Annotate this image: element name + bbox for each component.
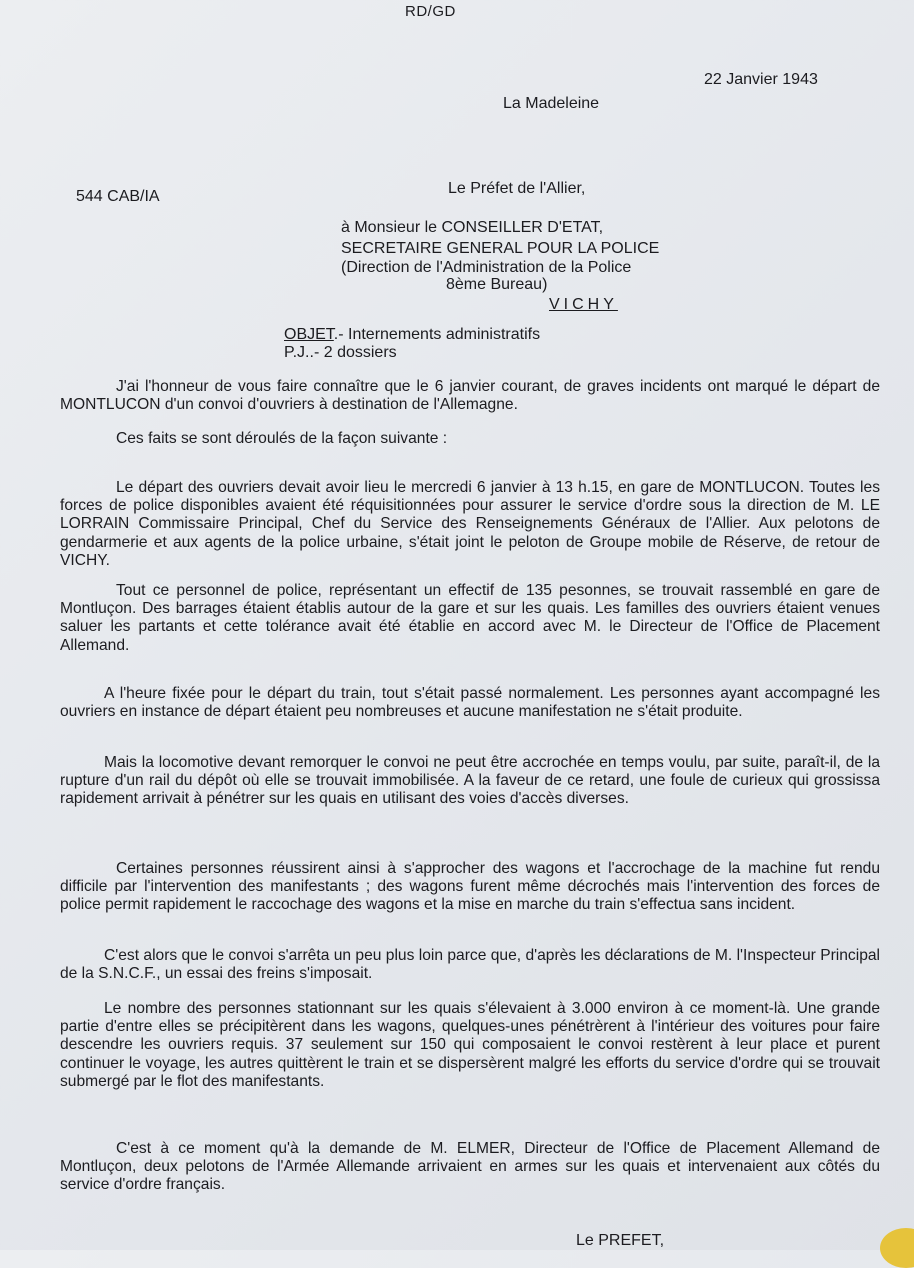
body-paragraph-4: Tout ce personnel de police, représentant un effectif de 135 pesonnes, se trouvait rassemblé en gare de Montluçon. Des barrages étaient établis autour de la gare et sur les quais. Les familles des ouvriers étaient venues saluer les partants et cette tolérance avait été établie en accord avec M. le Directeur de l'Office de Placement Allemand.	[60, 582, 880, 654]
subject-label: OBJET	[284, 326, 334, 343]
body-paragraph-9: Le nombre des personnes stationnant sur les quais s'élevaient à 3.000 environ à ce moment-là. Une grande partie d'entre elles se précipitèrent dans les wagons, quelques-unes pénétrèrent à l'intérieur des voitures pour faire descendre les ouvriers requis. 37 seulement sur 150 qui composaient le convoi restèrent à leur place et purent continuer le voyage, les autres quittèrent le train et se dispersèrent malgré les efforts du service d'ordre qui se trouvait submergé par le flot des manifestants.	[60, 1000, 880, 1090]
body-paragraph-10: C'est à ce moment qu'à la demande de M. ELMER, Directeur de l'Office de Placement Allemand de Montluçon, deux pelotons de l'Armée Allemande arrivaient en armes sur les quais et intervenaient aux côtés du service d'ordre français.	[60, 1140, 880, 1194]
body-paragraph-6: Mais la locomotive devant remorquer le convoi ne peut être accrochée en temps voulu, par suite, paraît-il, de la rupture d'un rail du dépôt où elle se trouvait immobilisée. A la faveur de ce retard, une foule de curieux qui grossissa rapidement arrivait à pénétrer sur les quais en utilisant des voies d'accès diverses.	[60, 754, 880, 808]
signature-line: Le PREFET,	[576, 1232, 665, 1249]
corner-sticker	[880, 1228, 914, 1268]
letter-date: 22 Janvier 1943	[704, 71, 818, 88]
recipient-line-1: à Monsieur le CONSEILLER D'ETAT,	[341, 219, 604, 236]
subject-line	[284, 325, 540, 344]
attachments-line: P.J..- 2 dossiers	[284, 344, 397, 361]
recipient-line-2: SECRETAIRE GENERAL POUR LA POLICE	[341, 240, 660, 257]
body-paragraph-8: C'est alors que le convoi s'arrêta un peu plus loin parce que, d'après les déclarations de M. l'Inspecteur Principal de la S.N.C.F., un essai des freins s'imposait.	[60, 947, 880, 983]
recipient-city: VICHY	[549, 296, 618, 313]
sender-line: Le Préfet de l'Allier,	[448, 180, 586, 197]
body-paragraph-2: Ces faits se sont déroulés de la façon suivante :	[116, 430, 448, 447]
recipient-line-4: 8ème Bureau)	[446, 276, 548, 293]
recipient-line-3: (Direction de l'Administration de la Police	[341, 259, 632, 276]
subject-text: .- Internements administratifs	[333, 326, 541, 343]
body-paragraph-7: Certaines personnes réussirent ainsi à s'approcher des wagons et l'accrochage de la machine fut rendu difficile par l'intervention des manifestants ; des wagons furent même décrochés mais l'intervention des forces de police permit rapidement le raccochage des wagons et la mise en marche du train s'effectua sans incident.	[60, 860, 880, 914]
body-paragraph-5: A l'heure fixée pour le départ du train, tout s'était passé normalement. Les personnes ayant accompagné les ouvriers en instance de départ étaient peu nombreuses et aucune manifestation ne s'était produite.	[60, 685, 880, 721]
body-paragraph-1: J'ai l'honneur de vous faire connaître que le 6 janvier courant, de graves incidents ont marqué le départ de MONTLUCON d'un convoi d'ouvriers à destination de l'Allemagne.	[60, 378, 880, 414]
file-number: 544 CAB/IA	[76, 188, 160, 205]
letter-place: La Madeleine	[503, 95, 600, 112]
reference-code: RD/GD	[405, 3, 456, 20]
body-paragraph-3: Le départ des ouvriers devait avoir lieu le mercredi 6 janvier à 13 h.15, en gare de MONTLUCON. Toutes les forces de police disponibles avaient été réquisitionnées pour assurer le service d'ordre sous la direction de M. LE LORRAIN Commissaire Principal, Chef du Service des Renseignements Généraux de l'Allier. Aux pelotons de gendarmerie et aux agents de la police urbaine, s'était joint le peloton de Groupe mobile de Réserve, de retour de VICHY.	[60, 479, 880, 569]
